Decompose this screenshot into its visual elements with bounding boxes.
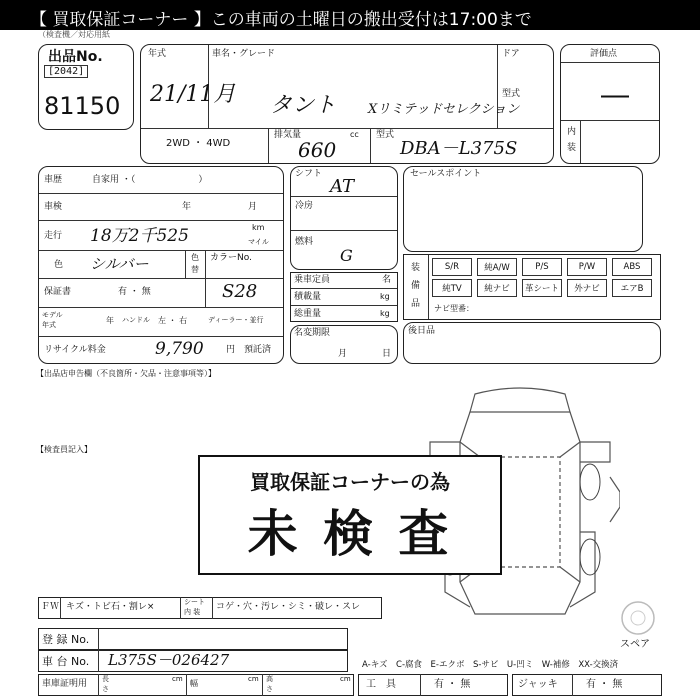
lot-sub-badge: [2042] [44, 65, 88, 78]
fw-label: ＦＷ [41, 602, 60, 612]
garage-label: 車庫証明用 [42, 679, 88, 689]
inspection-label: 車検 [44, 202, 63, 212]
spare-label: スペア [620, 639, 650, 650]
name-change-day: 日 [382, 349, 392, 359]
garage-length-unit: cm [172, 675, 183, 683]
chassis-value: L375S－026427 [108, 651, 230, 669]
name-change-month: 月 [338, 349, 348, 359]
overlay-line2: 未 検 査 [247, 505, 453, 563]
equip-airbag: エアB [612, 279, 652, 297]
equipment-label-1: 装 [411, 263, 421, 273]
usage-value: 自家用 ・（ ） [92, 175, 208, 185]
mileage-value: 18万2千525 [90, 226, 189, 246]
equip-leather: 革シート [522, 279, 562, 297]
model-value: DBA－L375S [400, 138, 518, 159]
grade-value: Xリミテッドセレクション [368, 102, 520, 117]
drive-label: 2WD ・ 4WD [166, 138, 231, 149]
weight-label: 総重量 [294, 309, 322, 319]
color-no-label: カラーNo. [210, 253, 252, 263]
jack-label: ジャッキ [518, 679, 558, 690]
warranty-value: 有 ・ 無 [118, 287, 151, 297]
fuel-label: 燃料 [295, 237, 314, 247]
capacity-unit: 名 [382, 275, 392, 285]
equip-ps: P/S [522, 258, 562, 276]
mileage-unit-km: km [252, 223, 265, 232]
garage-length-1: 長 [102, 675, 109, 683]
name-change-label: 名変期限 [294, 328, 331, 338]
name-value: タント [270, 93, 337, 118]
top-fragment: （検査機／対応用紙 [38, 30, 110, 39]
load-unit: kg [380, 292, 390, 301]
year-value: 21/11月 [150, 82, 236, 107]
weight-unit: kg [380, 309, 390, 318]
model-year-label-2: 年式 [42, 321, 56, 329]
color-code-label: 型式 [502, 89, 521, 99]
equip-navi: 純ナビ [477, 279, 517, 297]
displacement-value: 660 [298, 138, 337, 162]
recycle-label: リサイクル料金 [44, 345, 106, 355]
inspection-month: 月 [248, 202, 258, 212]
color-change-1: 色 [191, 253, 199, 262]
sales-label: セールスポイント [410, 169, 482, 179]
recycle-value: 9,790 [155, 339, 204, 359]
model-year-unit: 年 [106, 316, 114, 325]
mileage-unit-mile: マイル [248, 238, 269, 246]
lot-label: 出品No. [48, 49, 103, 65]
lot-sub: 2042 [54, 66, 79, 77]
overlay-line1: 買取保証コーナーの為 [250, 470, 450, 494]
shift-value: AT [330, 176, 355, 197]
dealer-label: ディーラー・並行 [208, 316, 264, 324]
damage-legend: A-キズ C-腐食 E-エクボ S-サビ U-凹ミ W-補修 XX-交換済 [362, 660, 619, 670]
seat-label-2: 内 装 [184, 608, 201, 616]
spare-tire-icon [620, 600, 656, 636]
recycle-deposit: 預託済 [244, 345, 272, 355]
name-label: 車名・グレード [212, 49, 276, 59]
equip-abs: ABS [612, 258, 652, 276]
equip-sr: S/R [432, 258, 472, 276]
garage-width-label: 幅 [190, 679, 198, 688]
model-label: 型式 [376, 130, 395, 140]
equip-ext-navi: 外ナビ [567, 279, 607, 297]
post-install-box [403, 322, 661, 364]
navi-label: ナビ型番： [434, 304, 474, 313]
garage-width-unit: cm [248, 675, 259, 683]
color-value: シルバー [90, 255, 149, 273]
exhibitor-label: 【出品店申告欄（不良箇所・欠品・注意事項等）】 [36, 369, 216, 378]
handle-label: ハンドル [122, 316, 150, 324]
capacity-label: 乗車定員 [294, 275, 331, 285]
equipment-label-3: 品 [411, 299, 421, 309]
tools-label: 工 具 [366, 679, 396, 690]
ac-label: 冷房 [295, 201, 314, 211]
equipment-label-2: 備 [411, 281, 421, 291]
usage-label: 車歴 [44, 175, 63, 185]
rating-value: ― [601, 78, 629, 111]
inspection-year: 年 [182, 202, 192, 212]
recycle-unit: 円 [226, 345, 236, 355]
year-label: 年式 [148, 49, 167, 59]
color-change-2: 替 [191, 265, 199, 274]
fw-text: キズ・トビ石・割レ× [66, 602, 155, 612]
post-install-label: 後日品 [408, 326, 436, 336]
interior-label-1: 内 [567, 127, 577, 137]
color-label: 色 [54, 260, 64, 270]
interior-label-2: 装 [567, 143, 577, 153]
garage-height-1: 高 [266, 675, 273, 683]
fuel-value: G [340, 246, 353, 265]
displacement-label: 排気量 [274, 130, 302, 140]
jack-value: 有 ・ 無 [586, 679, 623, 690]
equip-aw: 純A/W [477, 258, 517, 276]
seat-label-1: シート [184, 598, 205, 606]
mileage-label: 走行 [44, 231, 63, 241]
model-year-label-1: モデル [42, 311, 63, 319]
garage-height-2: さ [266, 685, 273, 693]
tools-value: 有 ・ 無 [434, 679, 471, 690]
equip-tv: 純TV [432, 279, 472, 297]
chassis-label: 車 台 No. [42, 655, 90, 668]
equip-pw: P/W [567, 258, 607, 276]
shift-label: シフト [295, 169, 323, 179]
displacement-unit: cc [350, 130, 359, 139]
garage-height-unit: cm [340, 675, 351, 683]
history-box [38, 166, 284, 364]
banner-text: 【 買取保証コーナー 】この車両の土曜日の搬出受付は17:00まで [30, 10, 532, 30]
door-label: ドア [502, 49, 520, 59]
seat-text: コゲ・穴・汚レ・シミ・破レ・スレ [216, 602, 361, 612]
handle-value: 左 ・ 右 [158, 316, 188, 325]
registration-label: 登 録 No. [42, 633, 90, 646]
inspector-label: 【検査員記入】 [36, 445, 92, 454]
rating-label: 評価点 [590, 49, 618, 59]
load-label: 積載量 [294, 292, 322, 302]
garage-length-2: さ [102, 685, 109, 693]
lot-number: 81150 [44, 92, 121, 120]
color-no-value: S28 [222, 281, 258, 302]
warranty-label: 保証書 [44, 287, 72, 297]
